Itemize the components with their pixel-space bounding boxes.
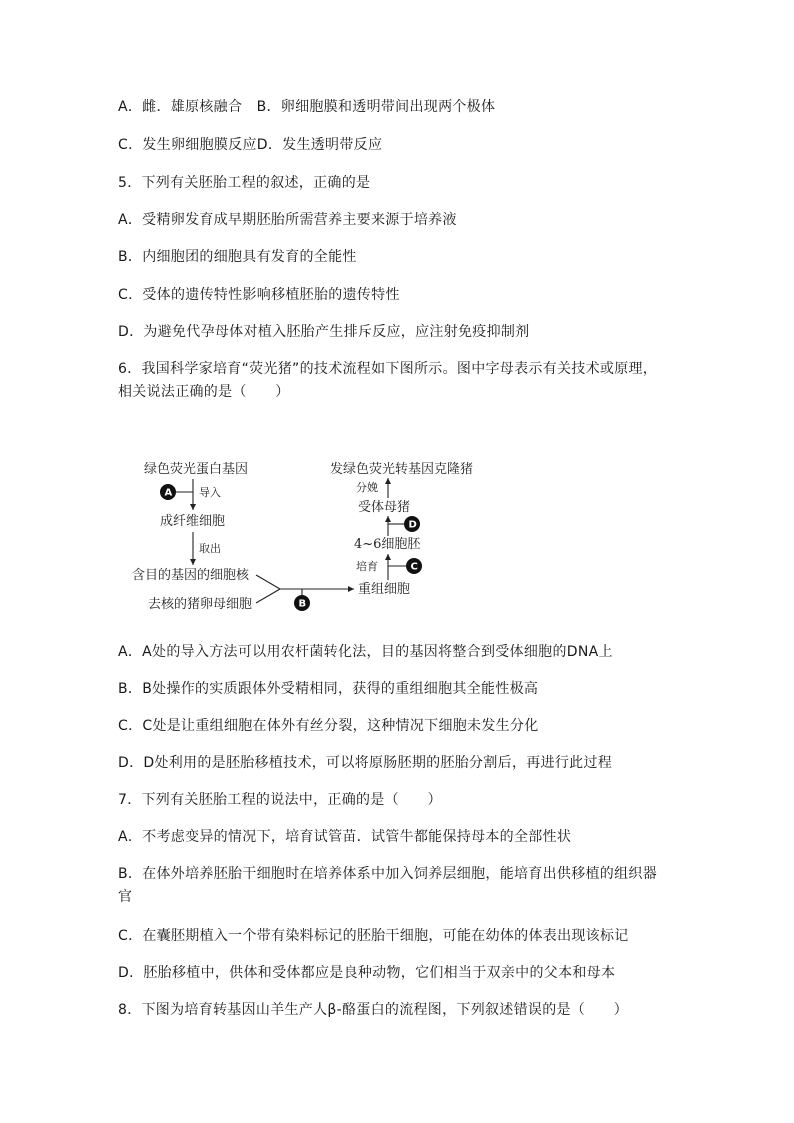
label-gfp-gene: 绿色荧光蛋白基因: [144, 462, 249, 477]
q5-option-d: D．为避免代孕母体对植入胚胎产生排斥反应，应注射免疫抑制剂: [118, 324, 530, 340]
label-extract: 取出: [199, 542, 221, 555]
q5-stem: 5．下列有关胚胎工程的叙述，正确的是: [118, 175, 371, 191]
label-fibroblast: 成纤维细胞: [160, 514, 226, 529]
q6-option-c: C．C处是让重组细胞在体外有丝分裂，这种情况下细胞未发生分化: [118, 718, 539, 734]
q5-option-b: B．内细胞团的细胞具有发育的全能性: [118, 249, 357, 265]
label-oocyte: 去核的猪卵母细胞: [148, 597, 253, 612]
label-culture: 培育: [356, 560, 378, 573]
q7-stem: 7．下列有关胚胎工程的说法中，正确的是（ ）: [118, 792, 442, 808]
q6-option-d: D．D处利用的是胚胎移植技术，可以将原肠胚期的胚胎分割后，再进行此过程: [118, 755, 613, 771]
marker-c-label: C: [410, 561, 418, 573]
merge-line-bottom: [256, 589, 280, 603]
q4-option-cd: C．发生卵细胞膜反应D．发生透明带反应: [118, 137, 383, 153]
label-import: 导入: [199, 486, 221, 499]
q7-option-a: A．不考虑变异的情况下，培育试管苗．试管牛都能保持母本的全部性状: [118, 829, 572, 845]
marker-a-label: A: [164, 487, 173, 499]
merge-line-top: [256, 575, 280, 589]
q4-option-ab: A．雌．雄原核融合 B．卵细胞膜和透明带间出现两个极体: [118, 99, 496, 115]
q6-stem-line2: 相关说法正确的是（ ）: [118, 384, 290, 400]
label-delivery: 分娩: [356, 481, 378, 494]
q8-stem: 8．下图为培育转基因山羊生产人β-酪蛋白的流程图，下列叙述错误的是（ ）: [118, 1002, 628, 1018]
marker-b-label: B: [298, 598, 307, 610]
label-result-pig: 发绿色荧光转基因克隆猪: [330, 462, 474, 477]
marker-d-label: D: [408, 519, 417, 531]
q7-option-b-line1: B．在体外培养胚胎干细胞时在培养体系中加入饲养层细胞，能培育出供移植的组织器: [118, 866, 658, 882]
q7-option-b-line2: 官: [118, 889, 133, 905]
label-embryo: 4~6细胞胚: [354, 537, 421, 552]
q7-option-c: C．在囊胚期植入一个带有染料标记的胚胎干细胞，可能在幼体的体表出现该标记: [118, 928, 629, 944]
q6-stem-line1: 6．我国科学家培育“荧光猪”的技术流程如下图所示。图中字母表示有关技术或原理，: [118, 361, 658, 377]
label-recipient-sow: 受体母猪: [358, 500, 411, 515]
label-recombinant-cell: 重组细胞: [358, 582, 411, 597]
fluorescent-pig-flow-diagram: [118, 446, 498, 626]
q6-option-a: A．A处的导入方法可以用农杆菌转化法，目的基因将整合到受体细胞的DNA上: [118, 644, 613, 660]
label-nucleus: 含目的基因的细胞核: [132, 568, 250, 583]
q5-option-a: A．受精卵发育成早期胚胎所需营养主要来源于培养液: [118, 212, 457, 228]
q6-option-b: B．B处操作的实质跟体外受精相同，获得的重组细胞其全能性极高: [118, 681, 539, 697]
q5-option-c: C．受体的遗传特性影响移植胚胎的遗传特性: [118, 287, 400, 303]
q7-option-d: D．胚胎移植中，供体和受体都应是良种动物，它们相当于双亲中的父本和母本: [118, 965, 616, 981]
